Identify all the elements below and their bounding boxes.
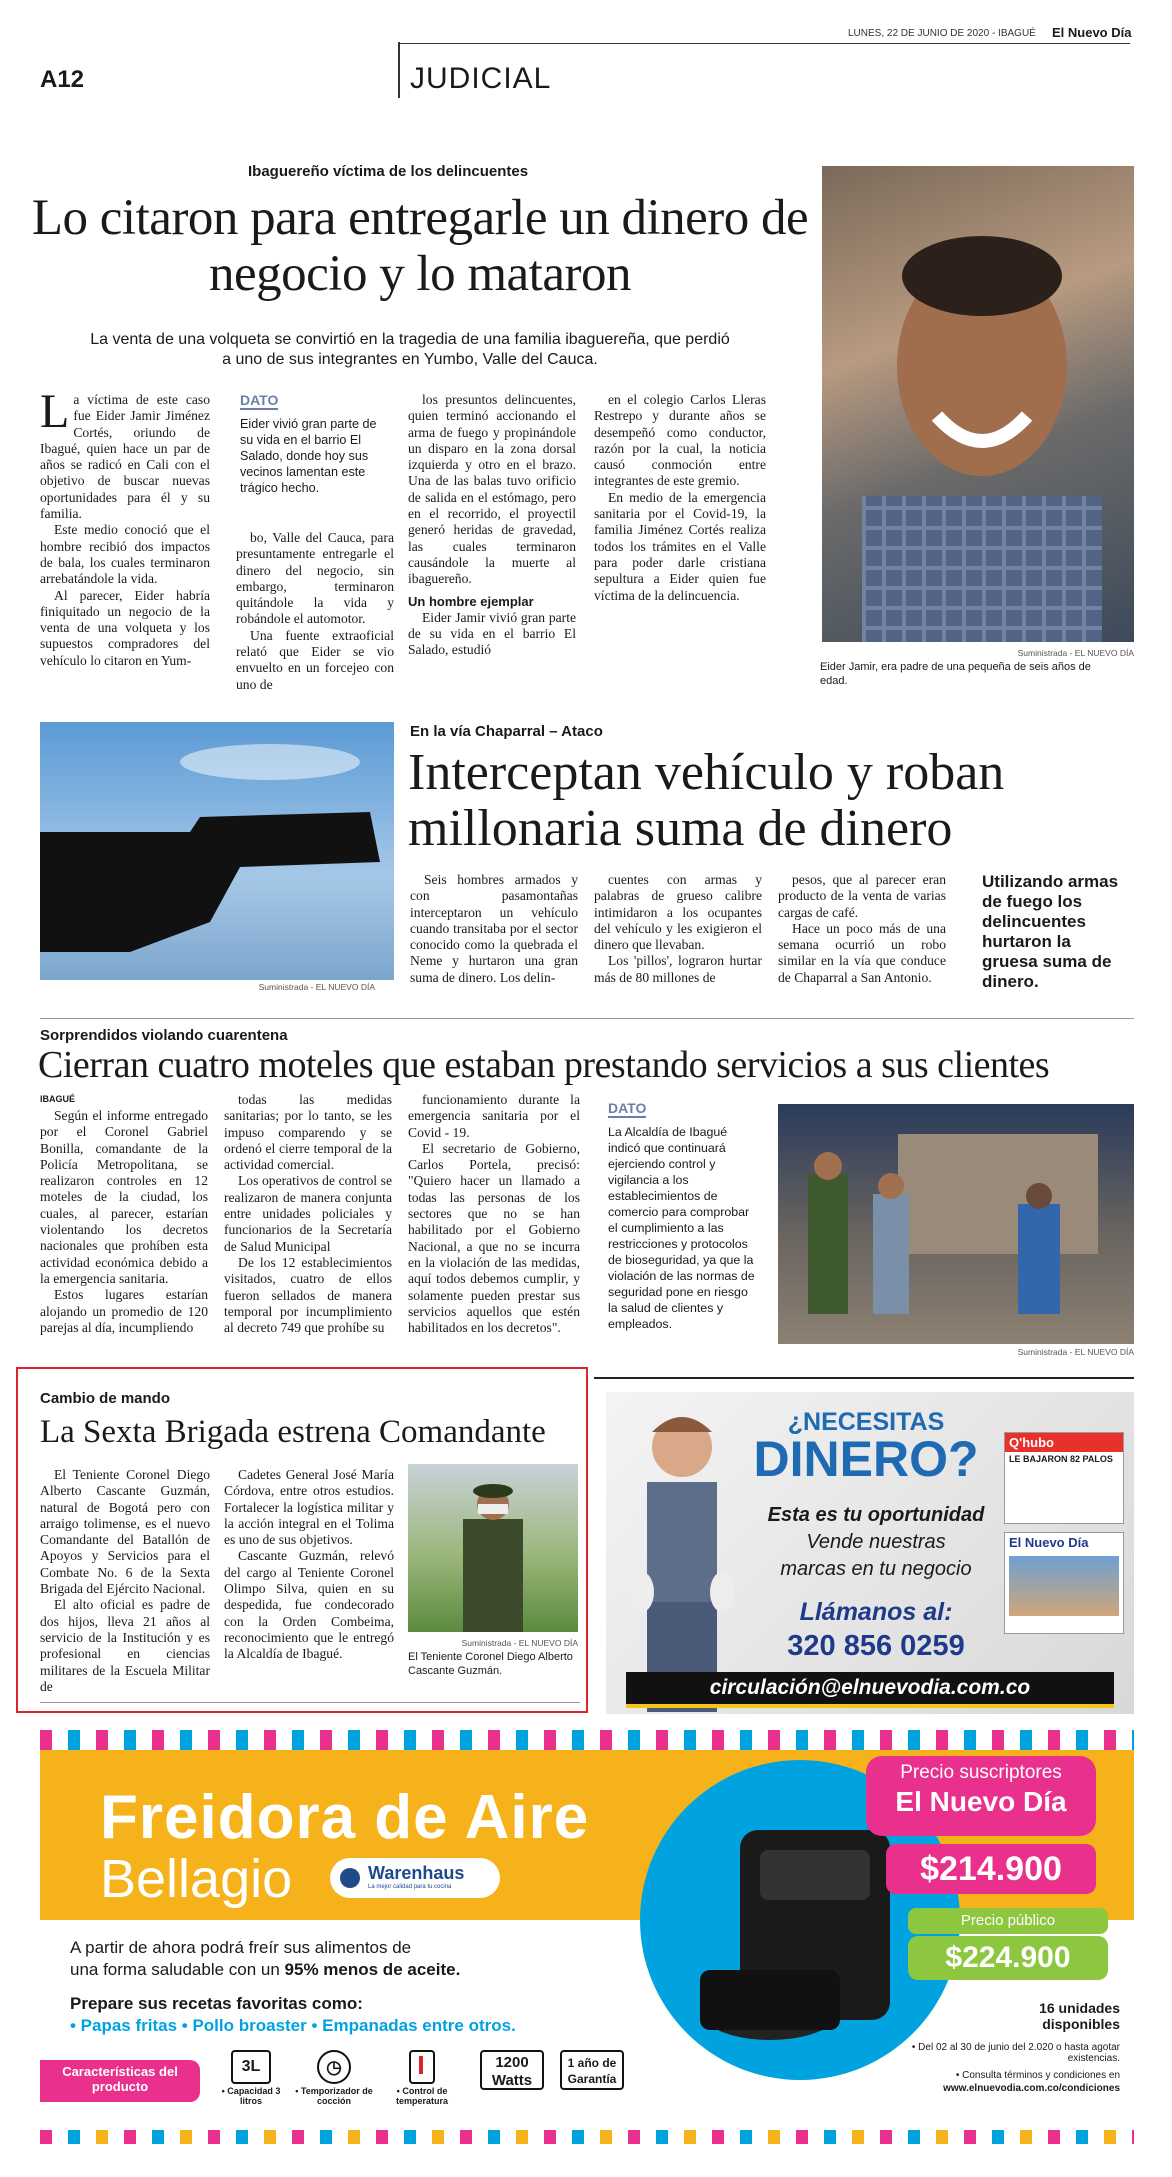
masthead-brand[interactable] xyxy=(1052,25,1131,40)
brand-name: Warenhaus xyxy=(368,1863,465,1883)
story4-headline[interactable]: La Sexta Brigada estrena Comandante xyxy=(40,1414,546,1450)
watts-icon: 1200 Watts xyxy=(480,2050,544,2090)
fryer-brand-badge xyxy=(330,1858,500,1898)
story4-col2 xyxy=(224,1467,394,1663)
header-rule xyxy=(398,43,1130,44)
brand-tagline: La mejor calidad para tu cocina xyxy=(368,1884,452,1890)
story1-col4-p2: En medio de la emergencia sanitaria por el Covid-19, la familia Jiménez Cortés realiza todos los trámites en el Valle para poder darle cristiana sepultura a Eider quien fue víctima de la delincuencia. xyxy=(594,489,766,603)
story1-col4-p1: en el colegio Carlos Lleras Restrepo y durante años se desempeñó como conductor, razón por la cual, la noticia causó conmoción entre integrantes de este gremio. xyxy=(594,392,766,489)
story1-photo-credit: Suministrada - EL NUEVO DÍA xyxy=(1017,648,1134,658)
story2-photo xyxy=(40,722,394,980)
story2-col3-p2: Hace un poco más de una semana ocurrió un robo similar en la vía que conduce de Chaparral a San Antonio. xyxy=(778,920,946,985)
story1-col4 xyxy=(594,392,766,604)
story4-photo-credit: Suministrada - EL NUEVO DÍA xyxy=(461,1638,578,1648)
story1-col3-p1: los presuntos delincuentes, quien terminó accionando el arma de fuego y propinándole un disparo en la zona dorsal izquierda y otro en el brazo. Una de las balas tuvo orificio de salida en el estómago, pero en el recorrido, el proyectil generó heridas de gravedad, las cuales terminaron causándole la muerte al ibaguereño. xyxy=(408,392,576,587)
story1-col2 xyxy=(236,530,394,693)
page-number: A12 xyxy=(40,66,85,93)
story2-col2-p2: Los 'pillos', lograron hurtar más de 80 millones de xyxy=(594,953,762,985)
ad-dinero-phone[interactable]: 320 856 0259 xyxy=(787,1630,965,1662)
capacity-icon: 3L xyxy=(231,2050,271,2084)
fryer-terms1: • Del 02 al 30 de junio del 2.020 o hasta agotar existencias. xyxy=(911,2042,1120,2064)
paper-qhubo-title: Q'hubo xyxy=(1005,1433,1123,1452)
story1-dato xyxy=(240,390,380,496)
story2-pullquote: Utilizando armas de fuego los delincuentes hurtaron la gruesa suma de dinero. xyxy=(982,872,1119,991)
ad-dinero-body1: Esta es tu oportunidad xyxy=(767,1504,985,1526)
timer-icon: ◷ xyxy=(317,2050,351,2084)
dato-text: Eider vivió gran parte de su vida en el barrio El Salado, donde hoy sus vecinos lamentan este trágico hecho. xyxy=(240,417,377,495)
ad-dinero-headline1: ¿NECESITAS xyxy=(787,1408,945,1436)
story2-col3 xyxy=(778,872,946,986)
story4-photo-caption: El Teniente Coronel Diego Alberto Cascante Guzmán. xyxy=(408,1651,573,1677)
story2-headline[interactable]: Interceptan vehículo y roban millonaria suma de dinero xyxy=(408,744,1005,857)
story1-col1 xyxy=(40,385,210,669)
section-divider xyxy=(398,42,400,98)
dato-label: DATO xyxy=(240,392,279,408)
story3-col3-p1: funcionamiento durante la emergencia sanitaria por el Covid - 19. xyxy=(408,1092,580,1140)
story3-col2-p1: todas las medidas sanitarias; por lo tanto, se les impuso comparendo y se ordenó el cierre temporal de la actividad comercial. xyxy=(224,1092,392,1173)
story3-top-rule xyxy=(40,1018,1134,1019)
story2-photo-credit: Suministrada - EL NUEVO DÍA xyxy=(258,982,375,992)
ad-dinero-body3: marcas en tu negocio xyxy=(780,1558,972,1580)
ad-paper-nuevodia xyxy=(1004,1532,1124,1634)
story4-col1 xyxy=(40,1467,210,1695)
price-pub: $224.900 xyxy=(908,1936,1108,1980)
fryer-title1: Freidora de Aire xyxy=(100,1783,590,1852)
gun-illustration xyxy=(40,722,394,980)
fryer-bottom-dots xyxy=(40,2130,1134,2144)
ad-dinero[interactable] xyxy=(606,1392,1134,1714)
feature-item xyxy=(294,2050,374,2106)
story3-col2-p3: De los 12 establecimientos visitados, cuatro de ellos fueron sellados de manera temporal por incumplimiento al decreto 749 que prohíbe su xyxy=(224,1254,392,1336)
story4-photo xyxy=(408,1464,578,1632)
story3-col2 xyxy=(224,1092,392,1336)
story3-dato xyxy=(608,1098,758,1332)
officer-illustration xyxy=(408,1464,578,1632)
story4-col1-p2: El alto oficial es padre de dos hijos, lleva 21 años al servicio de la Institución y es profesional en ciencias militares de la Escuela Militar de xyxy=(40,1597,210,1694)
brand-text: El Nuevo Día xyxy=(1052,25,1132,40)
story3-col3-p2: El secretario de Gobierno, Carlos Portela, precisó: "Quiero hacer un llamado a todas las personas de los sectores que no se han habilitado por el Gobierno Nacional, a que no se incurra en la violación de las medidas, aquí todos debemos cumplir, y solamente pueden prestar sus servicios aquellos que estén habilitados en los decretos". xyxy=(408,1140,580,1336)
feature-label: • Control de temperatura xyxy=(395,2086,449,2106)
ad-dinero-headline2: DINERO? xyxy=(753,1431,979,1487)
feature-item xyxy=(216,2050,286,2106)
story1-photo-caption: Eider Jamir, era padre de una pequeña de seis años de edad. xyxy=(820,661,1091,687)
price-sub-brand: El Nuevo Día xyxy=(895,1786,1067,1817)
ad-fryer[interactable] xyxy=(40,1730,1134,2150)
story3-headline[interactable]: Cierran cuatro moteles que estaban prestando servicios a sus clientes xyxy=(38,1044,1050,1086)
fryer-units: 16 unidades disponibles xyxy=(1039,2000,1120,2032)
story1-deck: La venta de una volqueta se convirtió en la tragedia de una familia ibaguereña, que perdió a uno de sus integrantes en Yumbo, Valle del Cauca. xyxy=(90,331,730,368)
fryer-recipes: • Papas fritas • Pollo broaster • Empanadas entre otros. xyxy=(70,2016,516,2035)
fryer-line2 xyxy=(70,1960,460,1980)
fryer-line2a: una forma saludable con un xyxy=(70,1960,285,1979)
portrait-illustration xyxy=(822,166,1134,642)
feature-label: • Temporizador de cocción xyxy=(295,2086,373,2106)
story4-kicker: Cambio de mando xyxy=(40,1390,171,1407)
police-scene-illustration xyxy=(778,1104,1134,1344)
story1-col1-p2: Este medio conoció que el hombre recibió dos impactos de bala, los cuales terminaron arrebatándole la vida. xyxy=(40,522,210,587)
dato-label: DATO xyxy=(608,1100,647,1116)
story1-headline[interactable]: Lo citaron para entregarle un dinero de negocio y lo mataron xyxy=(31,190,809,302)
features-label: Características del producto xyxy=(40,2060,200,2102)
story3-col3 xyxy=(408,1092,580,1336)
fryer-line3: Prepare sus recetas favoritas como: xyxy=(70,1994,363,2013)
story2-kicker: En la vía Chaparral – Ataco xyxy=(410,723,603,740)
dropcap: L xyxy=(40,385,70,438)
story3-col1 xyxy=(40,1108,208,1336)
story3-kicker: Sorprendidos violando cuarentena xyxy=(40,1027,288,1044)
ad-dinero-email[interactable]: circulación@elnuevodia.com.co xyxy=(626,1672,1114,1708)
price-pub-label: Precio público xyxy=(908,1908,1108,1934)
story1-col1-p1: a víctima de este caso fue Eider Jamir Jiménez Cortés, oriundo de Ibagué, quien hace un par de años se radicó en Cali con el objetivo de buscar nuevas oportunidades para él y su familia. xyxy=(40,392,210,522)
price-sub: $214.900 xyxy=(886,1844,1096,1894)
story4-top-rule xyxy=(594,1377,1134,1379)
thermometer-icon xyxy=(409,2050,435,2084)
fryer-terms2: • Consulta términos y condiciones en xyxy=(955,2070,1120,2081)
ad-dinero-call-label: Llámanos al: xyxy=(799,1598,953,1626)
story1-subhead: Un hombre ejemplar xyxy=(408,593,534,609)
fryer-price-sub-box xyxy=(858,1748,1134,1898)
feature-label: • Capacidad 3 litros xyxy=(221,2086,281,2106)
dato-text: La Alcaldía de Ibagué indicó que continuará ejerciendo control y vigilancia a los establecimientos de comercio para comprobar el cumplimiento a las restricciones y protocolos de bioseguridad, ya que la violación de las normas de seguridad pone en riesgo la salud de clientes y empleados. xyxy=(608,1125,755,1331)
story1-col3-p2: Eider Jamir vivió gran parte de su vida en el barrio El Salado, estudió xyxy=(408,609,576,658)
story4-col2-p2: Cascante Guzmán, relevó del cargo al Teniente Coronel Olimpo Silva, quien en su despedida, fue condecorado con la Orden Combeima, reconocimiento que le entregó la Alcaldía de Ibagué. xyxy=(224,1548,394,1662)
dateline-text: LUNES, 22 DE JUNIO DE 2020 - IBAGUÉ xyxy=(848,28,1036,39)
section-title: JUDICIAL xyxy=(410,62,552,95)
ad-paper-qhubo xyxy=(1004,1432,1124,1524)
story4-col2-p1: Cadetes General José María Córdova, entre otros estudios. Fortalecer la logística militar y la acción integral en el Tolima es uno de sus objetivos. xyxy=(224,1467,394,1548)
story2-col1-p1: Seis hombres armados y con pasamontañas interceptaron un vehículo cuando transitaba por el sector conocido como la quebrada el Neme y hurtaron una gran suma de dinero. Los delin- xyxy=(410,872,578,985)
fryer-title2: Bellagio xyxy=(100,1849,293,1909)
paper-nuevodia-title: El Nuevo Día xyxy=(1009,1535,1089,1550)
story3-photo xyxy=(778,1104,1134,1344)
fryer-top-dots xyxy=(40,1730,1134,1750)
ad-dinero-body2: Vende nuestras xyxy=(806,1531,946,1553)
fryer-line2b: 95% menos de aceite. xyxy=(284,1960,461,1979)
story2-col2 xyxy=(594,872,762,986)
story4-bottom-rule xyxy=(40,1702,580,1703)
story1-photo xyxy=(822,166,1134,642)
dateline xyxy=(848,28,1036,39)
brand-logo-icon xyxy=(340,1868,360,1888)
warranty-icon: 1 año de Garantía xyxy=(560,2050,624,2090)
story2-col3-p1: pesos, que al parecer eran producto de la venta de varias cargas de café. xyxy=(778,872,946,920)
fryer-terms-url[interactable]: www.elnuevodia.com.co/condiciones xyxy=(943,2083,1120,2094)
paper-qhubo-headline: LE BAJARON 82 PALOS xyxy=(1009,1454,1113,1464)
story2-col1 xyxy=(410,872,578,986)
story3-dateline: IBAGUÉ xyxy=(40,1094,76,1104)
story1-col2-p1: bo, Valle del Cauca, para presuntamente entregarle el dinero del negocio, sin embargo, terminaron quitándole la vida y robándole el automotor. xyxy=(236,530,394,627)
price-sub-label: Precio suscriptores xyxy=(900,1762,1062,1783)
story3-col1-p1: Según el informe entregado por el Coronel Gabriel Bonilla, comandante de la Policía Metropolitana, se realizaron controles en 12 moteles de la ciudad, los cuales, al parecer, estarían violentando los decretos nacionales que prohíben esta actividad económica debido a la emergencia sanitaria. xyxy=(40,1108,208,1286)
story1-col3 xyxy=(408,392,576,659)
feature-item xyxy=(382,2050,462,2106)
story3-col1-p2: Estos lugares estarían alojando un promedio de 120 parejas al día, incumpliendo xyxy=(40,1287,208,1335)
story3-col2-p2: Los operativos de control se realizaron de manera conjunta entre unidades policiales y funcionarios de la Secretaría de Salud Municipal xyxy=(224,1173,392,1254)
story1-col2-p2: Una fuente extraoficial relató que Eider se vio envuelto en un forcejeo con uno de xyxy=(236,627,394,692)
story4-col1-p1: El Teniente Coronel Diego Alberto Cascante Guzmán, natural de Bogotá pero con arraigo tolimense, es el nuevo Comandante del Batallón de Apoyos y Servicios para el Combate No. 6 de la Sexta Brigada del Ejército Nacional. xyxy=(40,1467,210,1597)
story1-kicker: Ibaguereño víctima de los delincuentes xyxy=(248,163,529,180)
story3-photo-credit: Suministrada - EL NUEVO DÍA xyxy=(1017,1347,1134,1357)
story2-col2-p1: cuentes con armas y palabras de grueso calibre intimidaron a los ocupantes del vehículo y les exigieron el dinero que llevaban. xyxy=(594,872,762,953)
fryer-line1: A partir de ahora podrá freír sus alimentos de xyxy=(70,1938,412,1957)
story1-col1-p3: Al parecer, Eider habría finiquitado un negocio de la venta de una volqueta y los supuestos compradores del vehículo lo citaron en Yum- xyxy=(40,587,210,668)
